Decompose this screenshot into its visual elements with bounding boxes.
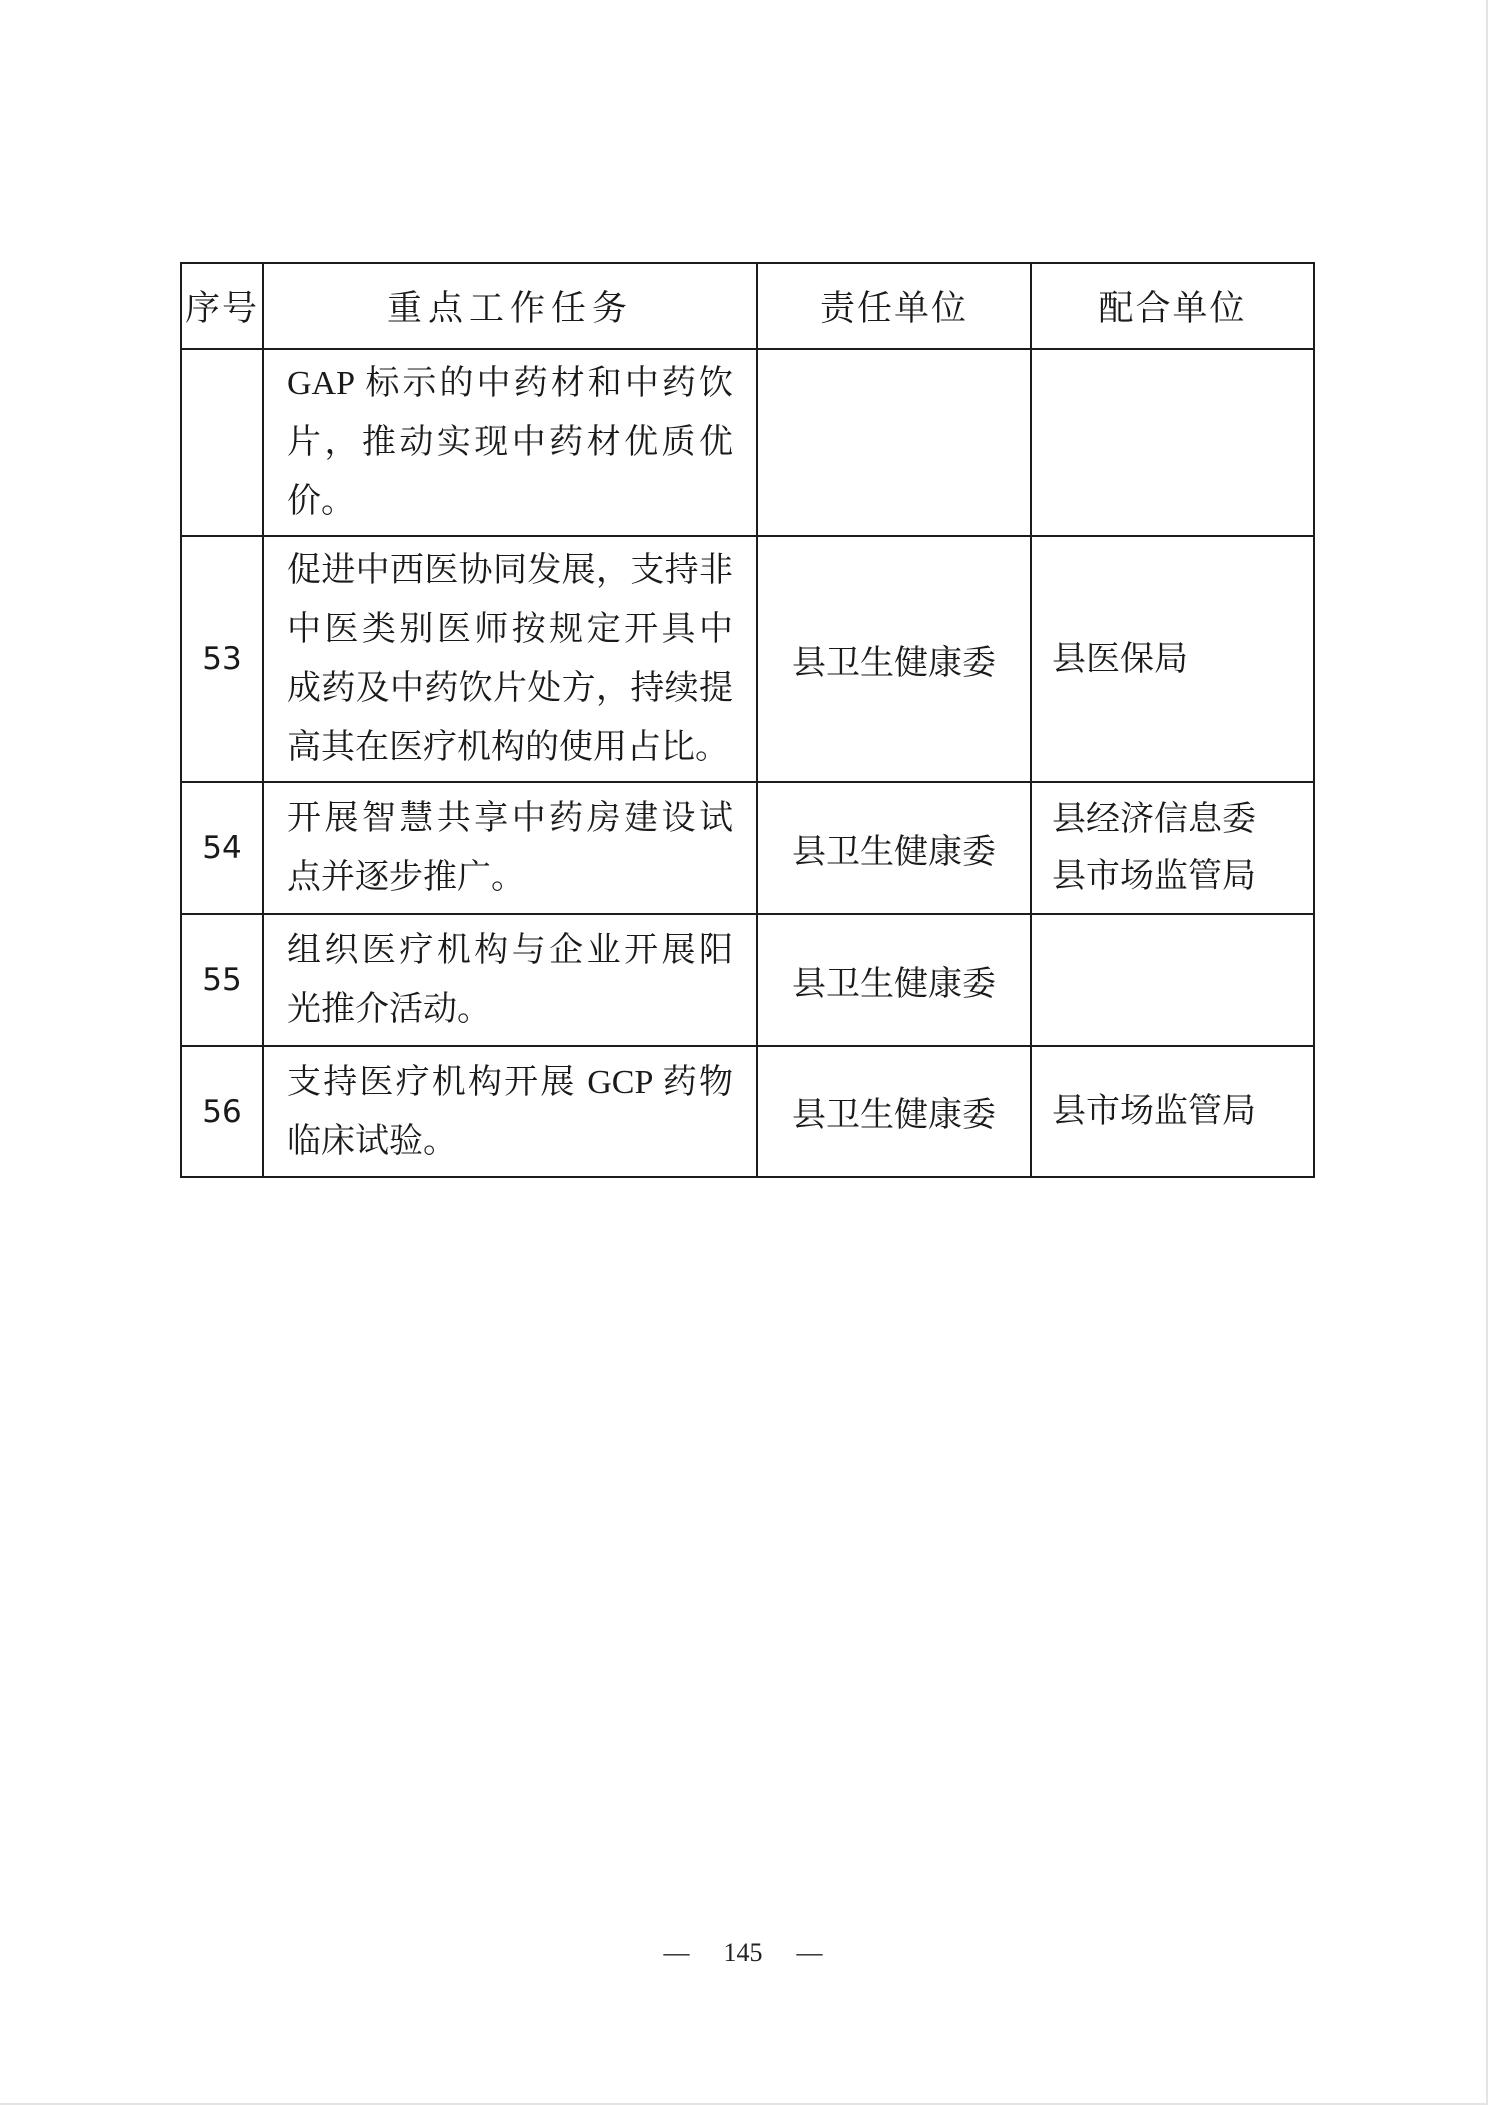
table-row-55	[181, 914, 1314, 1046]
index-cell: 53	[181, 536, 263, 782]
task-cell	[263, 536, 757, 782]
header-index: 序号	[181, 263, 263, 349]
page-number-right-dash: —	[796, 1938, 823, 1967]
task-line: 开展智慧共享中药房建设试	[287, 800, 733, 837]
header-task: 重点工作任务	[263, 263, 757, 349]
task-line: 成药及中药饮片处方，持续提	[287, 670, 733, 707]
page-number-value: 145	[723, 1938, 763, 1967]
cooperating-cell	[1031, 536, 1314, 782]
index-cell: 55	[181, 914, 263, 1046]
task-line: 点并逐步推广。	[287, 859, 525, 896]
task-cell	[263, 349, 757, 536]
index-cell: 56	[181, 1046, 263, 1177]
responsible-cell: 县卫生健康委	[757, 782, 1031, 914]
task-cell	[263, 782, 757, 914]
table-row-continuation	[181, 349, 1314, 536]
table-row-56	[181, 1046, 1314, 1177]
task-line: 价。	[287, 483, 355, 520]
cooperating-line: 县医保局	[1052, 640, 1188, 678]
page-number	[0, 1938, 1486, 1968]
task-line: 组织医疗机构与企业开展阳	[287, 932, 733, 969]
task-line: 促进中西医协同发展，支持非	[287, 552, 733, 589]
responsible-cell: 县卫生健康委	[757, 536, 1031, 782]
cooperating-line: 县经济信息委	[1052, 801, 1256, 838]
index-cell	[181, 349, 263, 536]
work-tasks-table	[180, 262, 1315, 1178]
header-cooperating: 配合单位	[1031, 263, 1314, 349]
task-line: 片，推动实现中药材优质优	[287, 424, 733, 461]
task-line: GAP 标示的中药材和中药饮	[287, 365, 733, 402]
table-row-54	[181, 782, 1314, 914]
cooperating-cell	[1031, 914, 1314, 1046]
cooperating-cell	[1031, 349, 1314, 536]
page-number-left-dash: —	[663, 1938, 690, 1967]
task-line: 临床试验。	[287, 1122, 457, 1160]
responsible-cell: 县卫生健康委	[757, 1046, 1031, 1177]
index-cell: 54	[181, 782, 263, 914]
task-cell	[263, 1046, 757, 1177]
cooperating-line: 县市场监管局	[1052, 858, 1256, 895]
task-line: 高其在医疗机构的使用占比。	[287, 729, 729, 766]
task-cell	[263, 914, 757, 1046]
task-line: 支持医疗机构开展 GCP 药物	[287, 1063, 733, 1101]
task-line: 光推介活动。	[287, 991, 491, 1028]
cooperating-cell	[1031, 782, 1314, 914]
table-header-row	[181, 263, 1314, 349]
cooperating-cell	[1031, 1046, 1314, 1177]
responsible-cell	[757, 349, 1031, 536]
task-line: 中医类别医师按规定开具中	[287, 611, 733, 648]
responsible-cell: 县卫生健康委	[757, 914, 1031, 1046]
cooperating-line: 县市场监管局	[1052, 1093, 1256, 1130]
header-responsible: 责任单位	[757, 263, 1031, 349]
table-row-53	[181, 536, 1314, 782]
